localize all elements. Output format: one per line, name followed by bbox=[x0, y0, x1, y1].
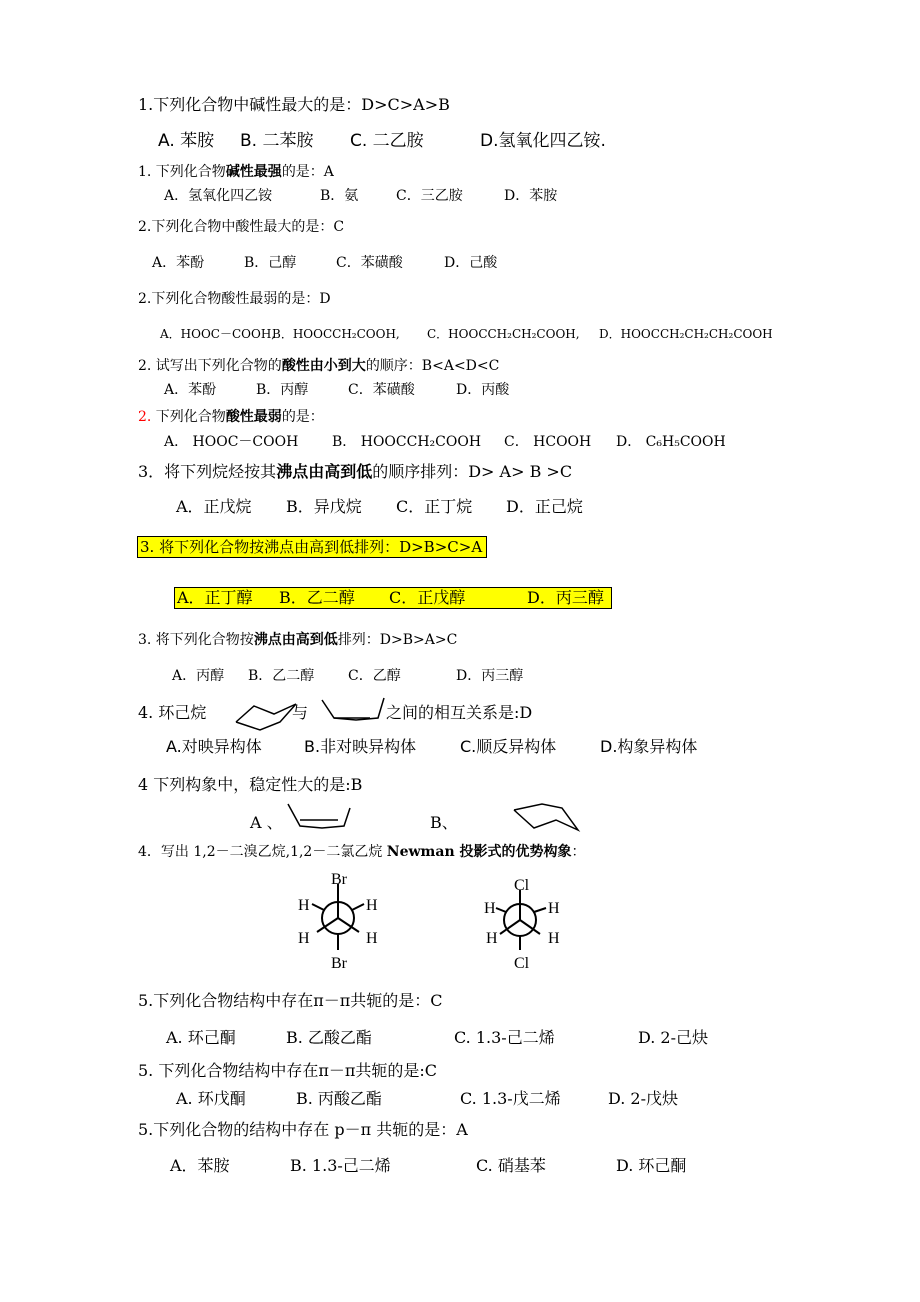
q3c-opt-a: A．丙醇 bbox=[172, 668, 225, 684]
q2d-opt-d: D． C₆H₅COOH bbox=[616, 434, 726, 450]
newman1-h-lower-right: H bbox=[366, 930, 378, 947]
boat-conformation-icon bbox=[286, 800, 352, 836]
q5b-opt-c: C. 1.3-戊二烯 bbox=[460, 1089, 561, 1108]
newman-dichloroethane bbox=[482, 872, 582, 972]
q2c-opt-b: B．丙醇 bbox=[256, 382, 309, 398]
q3a-opt-c: C．正丁烷 bbox=[396, 497, 473, 516]
q3a-stem: 3．将下列烷烃按其沸点由高到低的顺序排列：D> A> B >C bbox=[138, 462, 573, 481]
q3c-stem: 3. 将下列化合物按沸点由高到低排列：D>B>A>C bbox=[138, 632, 458, 648]
q4a-opt-b: B.非对映异构体 bbox=[304, 737, 417, 756]
q5b-stem: 5. 下列化合物结构中存在π－π共轭的是:C bbox=[138, 1061, 438, 1080]
q5a-opt-a: A. 环己酮 bbox=[166, 1028, 236, 1047]
q2c-options bbox=[164, 382, 509, 398]
q5c-options bbox=[170, 1157, 686, 1175]
q2c-stem: 2. 试写出下列化合物的酸性由小到大的顺序：B<A<D<C bbox=[138, 358, 500, 374]
q2b-opt-d: D．HOOCCH₂CH₂CH₂COOH bbox=[599, 327, 773, 341]
q4a-stem-mid: 与 bbox=[292, 703, 309, 722]
q5a-opt-c: C. 1.3-己二烯 bbox=[454, 1028, 555, 1047]
q2b-stem: 2.下列化合物酸性最弱的是：D bbox=[138, 291, 331, 307]
q4b-label-b: B、 bbox=[430, 813, 458, 832]
newman2-bottom: Cl bbox=[514, 955, 530, 972]
q3a-opt-b: B．异戊烷 bbox=[286, 497, 362, 516]
q3b-opt-c: C．正戊醇 bbox=[389, 588, 466, 607]
newman1-bottom: Br bbox=[331, 955, 347, 972]
newman-dibromoethane bbox=[290, 870, 390, 970]
q3a-opt-d: D．正己烷 bbox=[506, 497, 583, 516]
q4b-label-a: A 、 bbox=[250, 813, 283, 832]
q3c-opt-b: B．乙二醇 bbox=[248, 668, 315, 684]
q2a-opt-d: D．己酸 bbox=[444, 255, 498, 271]
q2d-opt-c: C． HCOOH bbox=[504, 434, 592, 450]
newman1-h-upper-left: H bbox=[298, 897, 310, 914]
q2a-options bbox=[152, 255, 497, 271]
q3c-opt-d: D．丙三醇 bbox=[456, 668, 524, 684]
chair-cyclohexane-icon bbox=[234, 700, 298, 736]
q1a-options bbox=[158, 132, 606, 152]
q4a-opt-d: D.构象异构体 bbox=[600, 737, 698, 756]
q1a-opt-b: B. 二苯胺 bbox=[240, 131, 314, 151]
q5a-opt-d: D. 2-己炔 bbox=[638, 1028, 709, 1047]
q1b-opt-c: C．三乙胺 bbox=[396, 188, 463, 204]
q4c-stem: 4．写出 1,2－二溴乙烷,1,2－二氯乙烷 Newman 投影式的优势构象： bbox=[138, 844, 586, 860]
q5c-opt-d: D. 环己酮 bbox=[616, 1156, 687, 1175]
q2a-opt-c: C．苯磺酸 bbox=[336, 255, 403, 271]
q1b-options bbox=[164, 188, 557, 204]
q1b-opt-b: B．氨 bbox=[320, 188, 359, 204]
chair-conformation-icon bbox=[512, 800, 580, 836]
q5b-opt-b: B. 丙酸乙酯 bbox=[296, 1089, 382, 1108]
q4a-opt-a: A.对映异构体 bbox=[166, 737, 262, 756]
q4a-opt-c: C.顺反异构体 bbox=[460, 737, 557, 756]
boat-cyclohexane-icon bbox=[320, 694, 386, 730]
q2d-opt-a: A． HOOC－COOH bbox=[164, 434, 299, 450]
q2b-opt-a: A．HOOC－COOH, bbox=[160, 327, 276, 341]
q4b-stem: 4 下列构象中，稳定性大的是:B bbox=[138, 775, 363, 794]
q5c-opt-a: A．苯胺 bbox=[170, 1156, 230, 1175]
newman1-h-upper-right: H bbox=[366, 897, 378, 914]
newman1-h-lower-left: H bbox=[298, 930, 310, 947]
q2a-opt-a: A．苯酚 bbox=[152, 255, 205, 271]
q1a-opt-c: C. 二乙胺 bbox=[350, 131, 424, 151]
q2b-opt-c: C．HOOCCH₂CH₂COOH, bbox=[427, 327, 580, 341]
q3a-options bbox=[176, 498, 583, 516]
newman2-h-lower-left: H bbox=[486, 930, 498, 947]
q2d-stem: 2. 下列化合物酸性最弱的是： bbox=[138, 409, 324, 425]
q1b-opt-a: A．氢氧化四乙铵 bbox=[164, 188, 273, 204]
q5b-opt-a: A. 环戊酮 bbox=[176, 1089, 246, 1108]
newman2-h-lower-right: H bbox=[548, 930, 560, 947]
q4a-stem-post: 之间的相互关系是:D bbox=[386, 703, 533, 722]
q3b-options bbox=[175, 588, 611, 608]
q5c-opt-b: B. 1.3-己二烯 bbox=[290, 1156, 391, 1175]
q1a-opt-d: D.氢氧化四乙铵. bbox=[480, 131, 606, 151]
q1b-opt-d: D．苯胺 bbox=[504, 188, 558, 204]
q2c-opt-c: C．苯磺酸 bbox=[348, 382, 415, 398]
q2d-opt-b: B． HOOCCH₂COOH bbox=[332, 434, 482, 450]
newman2-top: Cl bbox=[514, 877, 530, 894]
q2d-options bbox=[164, 434, 726, 450]
q5c-opt-c: C. 硝基苯 bbox=[476, 1156, 546, 1175]
newman2-h-upper-right: H bbox=[548, 900, 560, 917]
q3b-stem: 3. 将下列化合物按沸点由高到低排列：D>B>C>A bbox=[138, 539, 486, 556]
q1b-stem: 1. 下列化合物碱性最强的是：A bbox=[138, 164, 334, 180]
q3b-opt-b: B．乙二醇 bbox=[279, 588, 355, 607]
q2c-opt-a: A．苯酚 bbox=[164, 382, 217, 398]
q1a-stem: 1.下列化合物中碱性最大的是：D>C>A>B bbox=[138, 95, 450, 114]
q2a-stem: 2.下列化合物中酸性最大的是：C bbox=[138, 219, 345, 235]
q4a-options bbox=[166, 738, 697, 756]
q2b-opt-b: B．HOOCCH₂COOH, bbox=[272, 327, 400, 341]
q1a-opt-a: A. 苯胺 bbox=[158, 131, 215, 151]
q5a-opt-b: B. 乙酸乙酯 bbox=[286, 1028, 372, 1047]
q3b-opt-d: D．丙三醇 bbox=[527, 588, 604, 607]
q2c-opt-d: D．丙酸 bbox=[456, 382, 510, 398]
q2a-opt-b: B．己醇 bbox=[244, 255, 297, 271]
q3b-opt-a: A．正丁醇 bbox=[177, 588, 253, 607]
newman2-h-upper-left: H bbox=[484, 900, 496, 917]
q5c-stem: 5.下列化合物的结构中存在 p－π 共轭的是：A bbox=[138, 1120, 468, 1139]
q4a-stem-pre: 4. 环己烷 bbox=[138, 703, 207, 722]
q3c-opt-c: C．乙醇 bbox=[348, 668, 401, 684]
q2b-options bbox=[160, 328, 773, 342]
q3a-opt-a: A．正戊烷 bbox=[176, 497, 252, 516]
q5b-opt-d: D. 2-戊炔 bbox=[608, 1089, 679, 1108]
q5a-options bbox=[166, 1029, 708, 1047]
q5b-options bbox=[176, 1090, 678, 1108]
newman1-top: Br bbox=[331, 871, 347, 888]
q5a-stem: 5.下列化合物结构中存在π－π共轭的是：C bbox=[138, 991, 443, 1010]
q3c-options bbox=[172, 668, 523, 684]
